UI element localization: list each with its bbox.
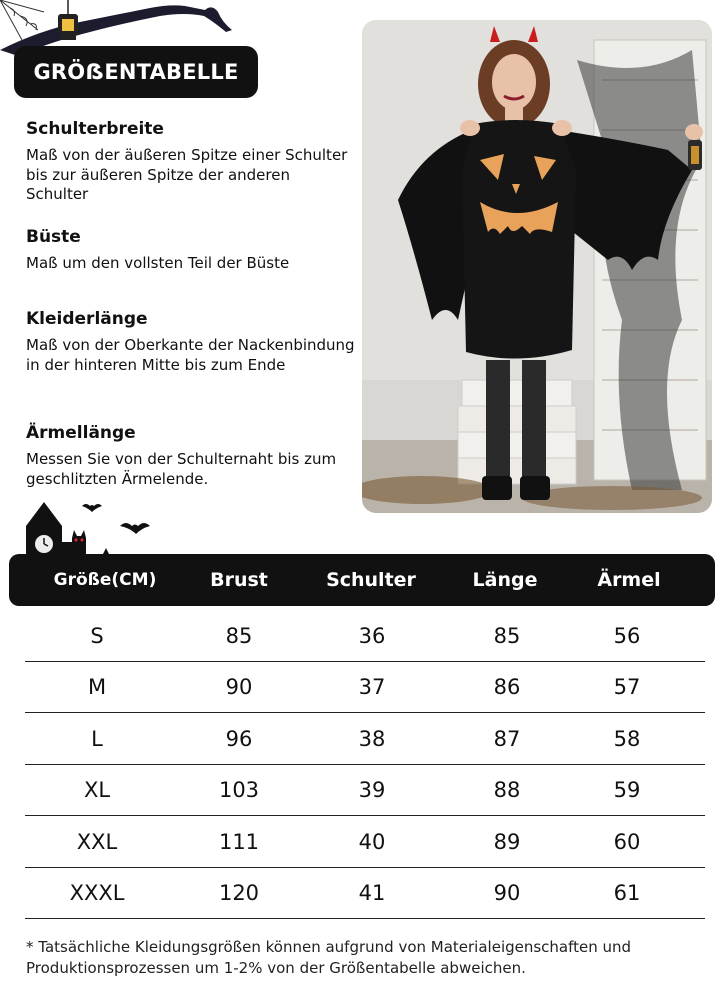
- definition-term: Schulterbreite: [26, 119, 164, 139]
- cell-shoulder: 39: [358, 777, 386, 802]
- cell-bust: 120: [218, 880, 260, 905]
- cell-bust: 111: [218, 829, 260, 854]
- cell-size: XXXL: [69, 880, 125, 905]
- cell-sleeve: 57: [613, 674, 641, 699]
- lantern-icon: [688, 140, 702, 170]
- definition-bust: [26, 226, 356, 274]
- header-size: Größe(CM): [53, 570, 157, 590]
- cell-size: XL: [83, 777, 111, 802]
- size-disclaimer: * Tatsächliche Kleidungsgrößen können aufgrund von Materialeigenschaften und Produktionsprozessen um 1-2% von der Größentabelle abweichen.: [26, 938, 632, 977]
- cell-sleeve: 59: [613, 777, 641, 802]
- lantern-icon: [58, 0, 78, 40]
- cell-shoulder: 40: [358, 829, 386, 854]
- clock-icon: [34, 534, 54, 554]
- cell-bust: 85: [225, 623, 253, 648]
- cell-bust: 96: [225, 726, 253, 751]
- cell-shoulder: 37: [358, 674, 386, 699]
- dress-body: [462, 120, 576, 359]
- product-photo: [362, 20, 712, 513]
- bat-icon: [82, 504, 150, 534]
- cell-length: 88: [493, 777, 521, 802]
- cell-shoulder: 38: [358, 726, 386, 751]
- page-title: GRÖẞENTABELLE: [14, 46, 258, 98]
- cell-size: S: [90, 623, 104, 648]
- cell-bust: 103: [218, 777, 260, 802]
- cell-sleeve: 60: [613, 829, 641, 854]
- definition-shoulder: [26, 118, 356, 205]
- definition-text: Maß von der Oberkante der Nackenbindung in der hinteren Mitte bis zum Ende: [26, 336, 355, 374]
- cell-sleeve: 56: [613, 623, 641, 648]
- cell-length: 87: [493, 726, 521, 751]
- header-shoulder: Schulter: [326, 569, 416, 591]
- header-bust: Brust: [210, 569, 268, 591]
- cell-length: 85: [493, 623, 521, 648]
- cell-size: XXL: [76, 829, 118, 854]
- header-length: Länge: [472, 569, 538, 591]
- cell-shoulder: 36: [358, 623, 386, 648]
- table-row: [25, 713, 705, 765]
- cell-length: 89: [493, 829, 521, 854]
- cell-sleeve: 61: [613, 880, 641, 905]
- cell-shoulder: 41: [358, 880, 386, 905]
- definition-text: Maß um den vollsten Teil der Büste: [26, 254, 290, 272]
- definition-sleeve-length: [26, 422, 356, 489]
- definition-term: Ärmellänge: [26, 423, 136, 443]
- cell-length: 86: [493, 674, 521, 699]
- definition-text: Maß von der äußeren Spitze einer Schulter bis zur äußeren Spitze der anderen Schulter: [26, 146, 348, 203]
- cell-sleeve: 58: [613, 726, 641, 751]
- table-row: [25, 661, 705, 713]
- cell-size: M: [87, 674, 107, 699]
- definition-term: Büste: [26, 227, 81, 247]
- size-table-header: [9, 554, 715, 606]
- definition-text: Messen Sie von der Schulternaht bis zum geschlitzten Ärmelende.: [26, 450, 337, 488]
- cell-size: L: [91, 726, 103, 751]
- header-sleeve: Ärmel: [597, 569, 661, 591]
- table-row: [25, 867, 705, 919]
- cell-bust: 90: [225, 674, 253, 699]
- haunted-house-icon: [20, 498, 160, 560]
- cell-length: 90: [493, 880, 521, 905]
- definition-term: Kleiderlänge: [26, 309, 148, 329]
- table-row: [25, 764, 705, 816]
- definition-dress-length: [26, 308, 356, 375]
- table-row: [25, 610, 705, 662]
- table-row: [25, 816, 705, 868]
